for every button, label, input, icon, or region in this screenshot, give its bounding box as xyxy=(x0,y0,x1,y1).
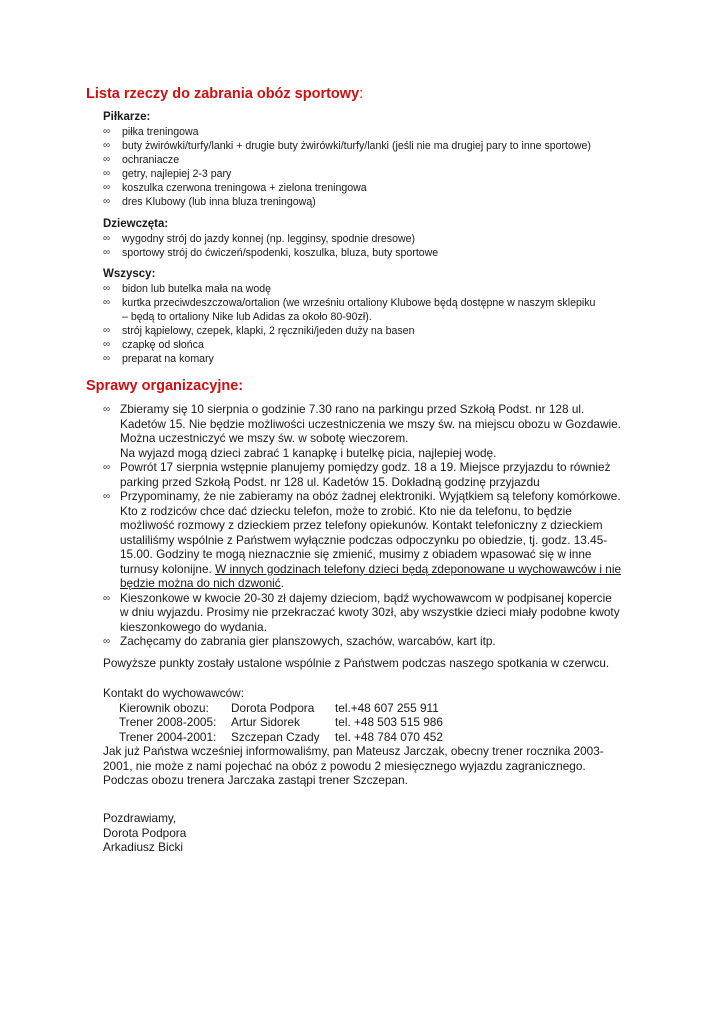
signature-name: Arkadiusz Bicki xyxy=(103,840,183,854)
list-item: ∞ piłka treningowa xyxy=(103,126,199,138)
list-item: ∞ Powrót 17 sierpnia wstępnie planujemy pomiędzy godz. 18 a 19. Miejsce przyjazdu to również parking przed Szkołą Podst. nr 128 ul. Kadetów 15. Dokładną godzinę przyjazdu xyxy=(103,460,611,489)
infinity-bullet-icon: ∞ xyxy=(103,325,111,336)
contact-row: Trener 2004-2001: Szczepan Czady tel. +48 784 070 452 xyxy=(119,729,443,744)
list-item: ∞ Zbieramy się 10 sierpnia o godzinie 7.30 rano na parkingu przed Szkołą Podst. nr 128 ul. Kadetów 15. Nie będzie możliwości uczestniczenia we mszy św. na miejscu obozu w Gozdawie. Można uczestniczyć we mszy św. w sobotę wieczorem. Na wyjazd mogą dzieci zabrać 1 kanapkę i butelkę picia, najlepiej wodę. xyxy=(103,402,621,460)
list-item: ∞ bidon lub butelka mała na wodę xyxy=(103,283,272,295)
infinity-bullet-icon: ∞ xyxy=(103,126,111,137)
infinity-bullet-icon: ∞ xyxy=(103,196,111,207)
underlined-note: W innych godzinach telefony dzieci będą zdeponowane u wychowawców i nie xyxy=(215,561,622,576)
section-heading: Wszyscy: xyxy=(103,268,156,280)
infinity-bullet-icon: ∞ xyxy=(103,297,111,308)
section-heading: Dziewczęta: xyxy=(103,218,169,230)
infinity-bullet-icon: ∞ xyxy=(103,404,111,415)
contact-note-line: Jak już Państwa wcześniej informowaliśmy, pan Mateusz Jarczak, obecny trener rocznika 2003- xyxy=(103,744,604,758)
list-item: ∞ koszulka czerwona treningowa + zielona treningowa xyxy=(103,182,367,194)
infinity-bullet-icon: ∞ xyxy=(103,168,111,179)
list-item: ∞ wygodny strój do jazdy konnej (np. legginsy, spodnie dresowe) xyxy=(103,233,416,245)
list-item: ∞ sportowy strój do ćwiczeń/spodenki, koszulka, bluza, buty sportowe xyxy=(103,247,439,259)
infinity-bullet-icon: ∞ xyxy=(103,462,111,473)
contact-block xyxy=(103,686,643,788)
list-item: ∞ strój kąpielowy, czepek, klapki, 2 ręczniki/jeden duży na basen xyxy=(103,325,415,337)
contact-note-line: Podczas obozu trenera Jarczaka zastąpi trener Szczepan. xyxy=(103,773,408,787)
agreed-paragraph: Powyższe punkty zostały ustalone wspólnie z Państwem podczas naszego spotkania w czerwcu. xyxy=(103,656,610,670)
infinity-bullet-icon: ∞ xyxy=(103,592,111,604)
page-title: Lista rzeczy do zabrania obóz sportowy: xyxy=(86,86,364,102)
infinity-bullet-icon: ∞ xyxy=(103,283,111,294)
infinity-bullet-icon: ∞ xyxy=(103,182,111,193)
infinity-bullet-icon: ∞ xyxy=(103,339,111,350)
infinity-bullet-icon: ∞ xyxy=(103,154,111,165)
list-item: ∞ dres Klubowy (lub inna bluza treningową) xyxy=(103,196,316,208)
infinity-bullet-icon: ∞ xyxy=(103,247,111,258)
list-item: ∞ kurtka przeciwdeszczowa/ortalion (we wrześniu ortaliony Klubowe będą dostępne w naszym sklepiku – będą to ortaliony Nike lub Adidas za około 80-90zł). xyxy=(103,297,596,323)
infinity-bullet-icon: ∞ xyxy=(103,353,111,364)
section-pilkarze xyxy=(103,110,663,209)
list-item: ∞ Zachęcamy do zabrania gier planszowych, szachów, warcabów, kart itp. xyxy=(103,634,496,648)
infinity-bullet-icon: ∞ xyxy=(103,636,111,647)
contact-row: Trener 2008-2005: Artur Sidorek tel. +48 503 515 986 xyxy=(119,715,443,729)
section-title-organizational: Sprawy organizacyjne: xyxy=(86,378,244,394)
list-item: ∞ czapkę od słońca xyxy=(103,339,204,351)
contact-heading: Kontakt do wychowawców: xyxy=(103,686,244,700)
list-item: ∞ getry, najlepiej 2-3 pary xyxy=(103,168,232,180)
list-item: ∞ buty żwirówki/turfy/lanki + drugie buty żwirówki/turfy/lanki (jeśli nie ma drugiej pary to inne sportowe) xyxy=(103,140,591,152)
closing-block xyxy=(103,811,643,855)
list-item: ∞ ochraniacze xyxy=(103,154,180,166)
contact-row: Kierownik obozu: Dorota Podpora tel.+48 607 255 911 xyxy=(119,700,439,715)
infinity-bullet-icon: ∞ xyxy=(103,233,111,244)
contact-note-line: 2001, nie może z nami pojechać na obóz z powodu 2 miesięcznego wyjazdu zagranicznego. xyxy=(103,758,586,773)
underlined-note: będzie można do nich dzwonić xyxy=(120,576,281,590)
section-heading: Piłkarze: xyxy=(103,111,151,123)
closing-line: Pozdrawiamy, xyxy=(103,811,177,825)
list-item: ∞ preparat na komary xyxy=(103,353,214,365)
infinity-bullet-icon: ∞ xyxy=(103,491,111,502)
signature-name: Dorota Podpora xyxy=(103,825,187,840)
section-dziewczeta xyxy=(103,217,663,260)
list-item: ∞ Kieszonkowe w kwocie 20-30 zł dajemy dzieciom, bądź wychowawcom w podpisanej kopercie w dniu wyjazdu. Prosimy nie przekraczać kwoty 30zł, aby wszystkie dzieci miały podobne kwoty kieszonkowego do wydania. xyxy=(103,590,620,634)
section-wszyscy xyxy=(103,267,663,366)
list-item: ∞ Przypominamy, że nie zabieramy na obóz żadnej elektroniki. Wyjątkiem są telefony komórkowe. Kto z rodziców chce dać dziecku telefon, może to zrobić. Kto nie da telefonu, to będzie możliwość rozmowy z dzieckiem przez telefony opiekunów. Kontakt telefoniczny z dzieckiem ustaliliśmy wspólnie z Państwem wyłącznie podczas odpoczynku po obiedzie, tj. godz. 13.45- 15.00. Godziny te mogą nieznacznie się zmienić, musimy z obiadem wpasować się w inne turnusy kolonijne. W innych godzinach telefony dzieci będą zdeponowane u wychowawców i nie będzie można do nich dzwonić. xyxy=(103,489,622,590)
organizational-list xyxy=(103,402,643,649)
infinity-bullet-icon: ∞ xyxy=(103,140,111,151)
